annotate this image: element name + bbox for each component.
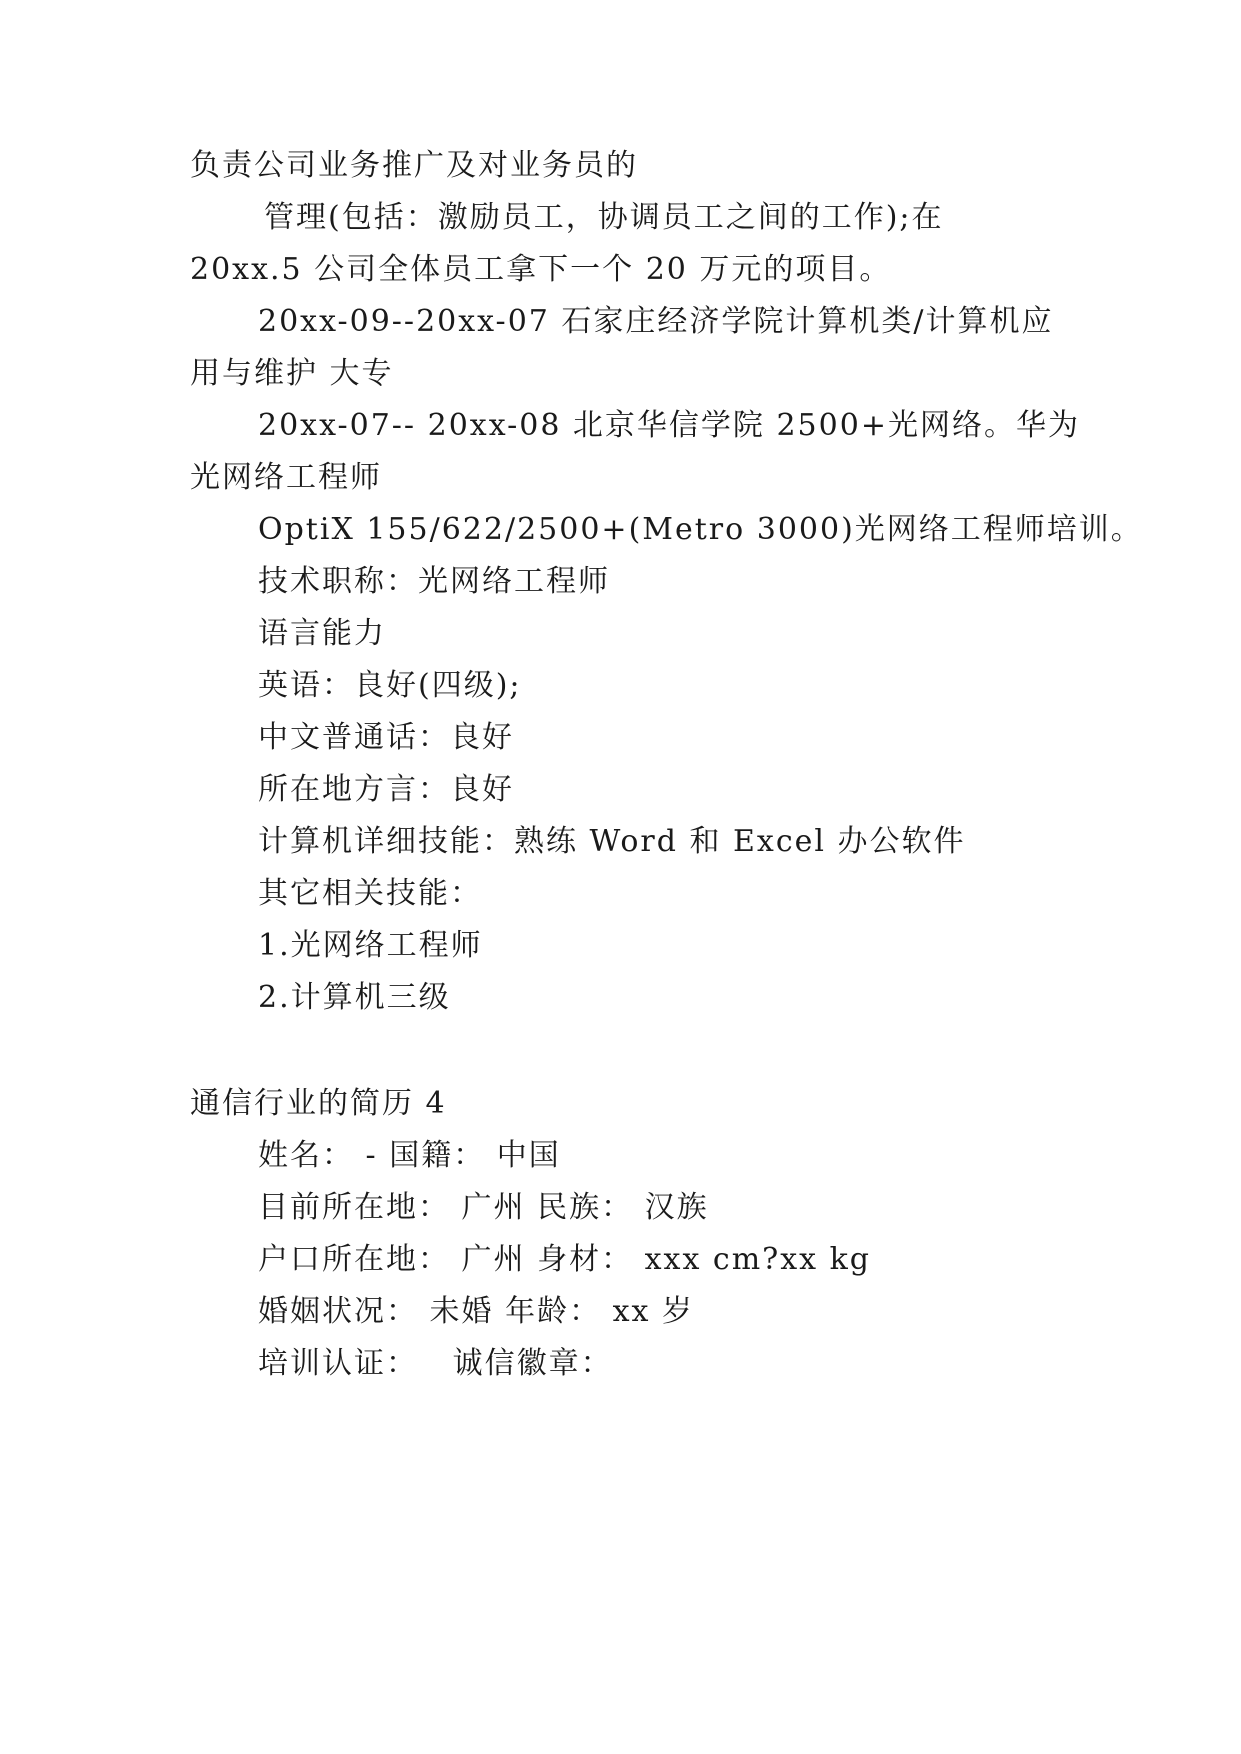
text-line: 其它相关技能： bbox=[258, 876, 482, 911]
text-line: 用与维护 大专 bbox=[190, 356, 394, 391]
profile-line: 姓名： - 国籍： 中国 bbox=[258, 1138, 561, 1173]
profile-line: 培训认证： 诚信徽章： bbox=[258, 1346, 613, 1381]
text-line: 1.光网络工程师 bbox=[258, 928, 483, 963]
text-line: 20xx.5 公司全体员工拿下一个 20 万元的项目。 bbox=[190, 252, 892, 287]
text-line: 负责公司业务推广及对业务员的 bbox=[190, 148, 638, 183]
text-line: 计算机详细技能：熟练 Word 和 Excel 办公软件 bbox=[258, 824, 966, 859]
text-line: OptiX 155/622/2500+(Metro 3000)光网络工程师培训。 bbox=[258, 512, 1143, 547]
text-line: 20xx-07-- 20xx-08 北京华信学院 2500+光网络。华为 bbox=[258, 408, 1080, 443]
text-line: 光网络工程师 bbox=[190, 460, 382, 495]
text-line: 技术职称：光网络工程师 bbox=[258, 564, 610, 599]
profile-line: 目前所在地： 广州 民族： 汉族 bbox=[258, 1190, 709, 1225]
profile-line: 户口所在地： 广州 身材： xxx cm?xx kg bbox=[258, 1242, 871, 1277]
text-line: 20xx-09--20xx-07 石家庄经济学院计算机类/计算机应 bbox=[258, 304, 1054, 339]
text-line: 管理(包括：激励员工，协调员工之间的工作);在 bbox=[264, 200, 944, 235]
text-line: 中文普通话：良好 bbox=[258, 720, 514, 755]
text-line: 2.计算机三级 bbox=[258, 980, 451, 1015]
profile-line: 婚姻状况： 未婚 年龄： xx 岁 bbox=[258, 1294, 694, 1329]
text-line: 语言能力 bbox=[258, 616, 386, 651]
section-title: 通信行业的简历 4 bbox=[190, 1086, 447, 1121]
text-line: 所在地方言：良好 bbox=[258, 772, 514, 807]
text-line: 英语：良好(四级); bbox=[258, 668, 522, 703]
